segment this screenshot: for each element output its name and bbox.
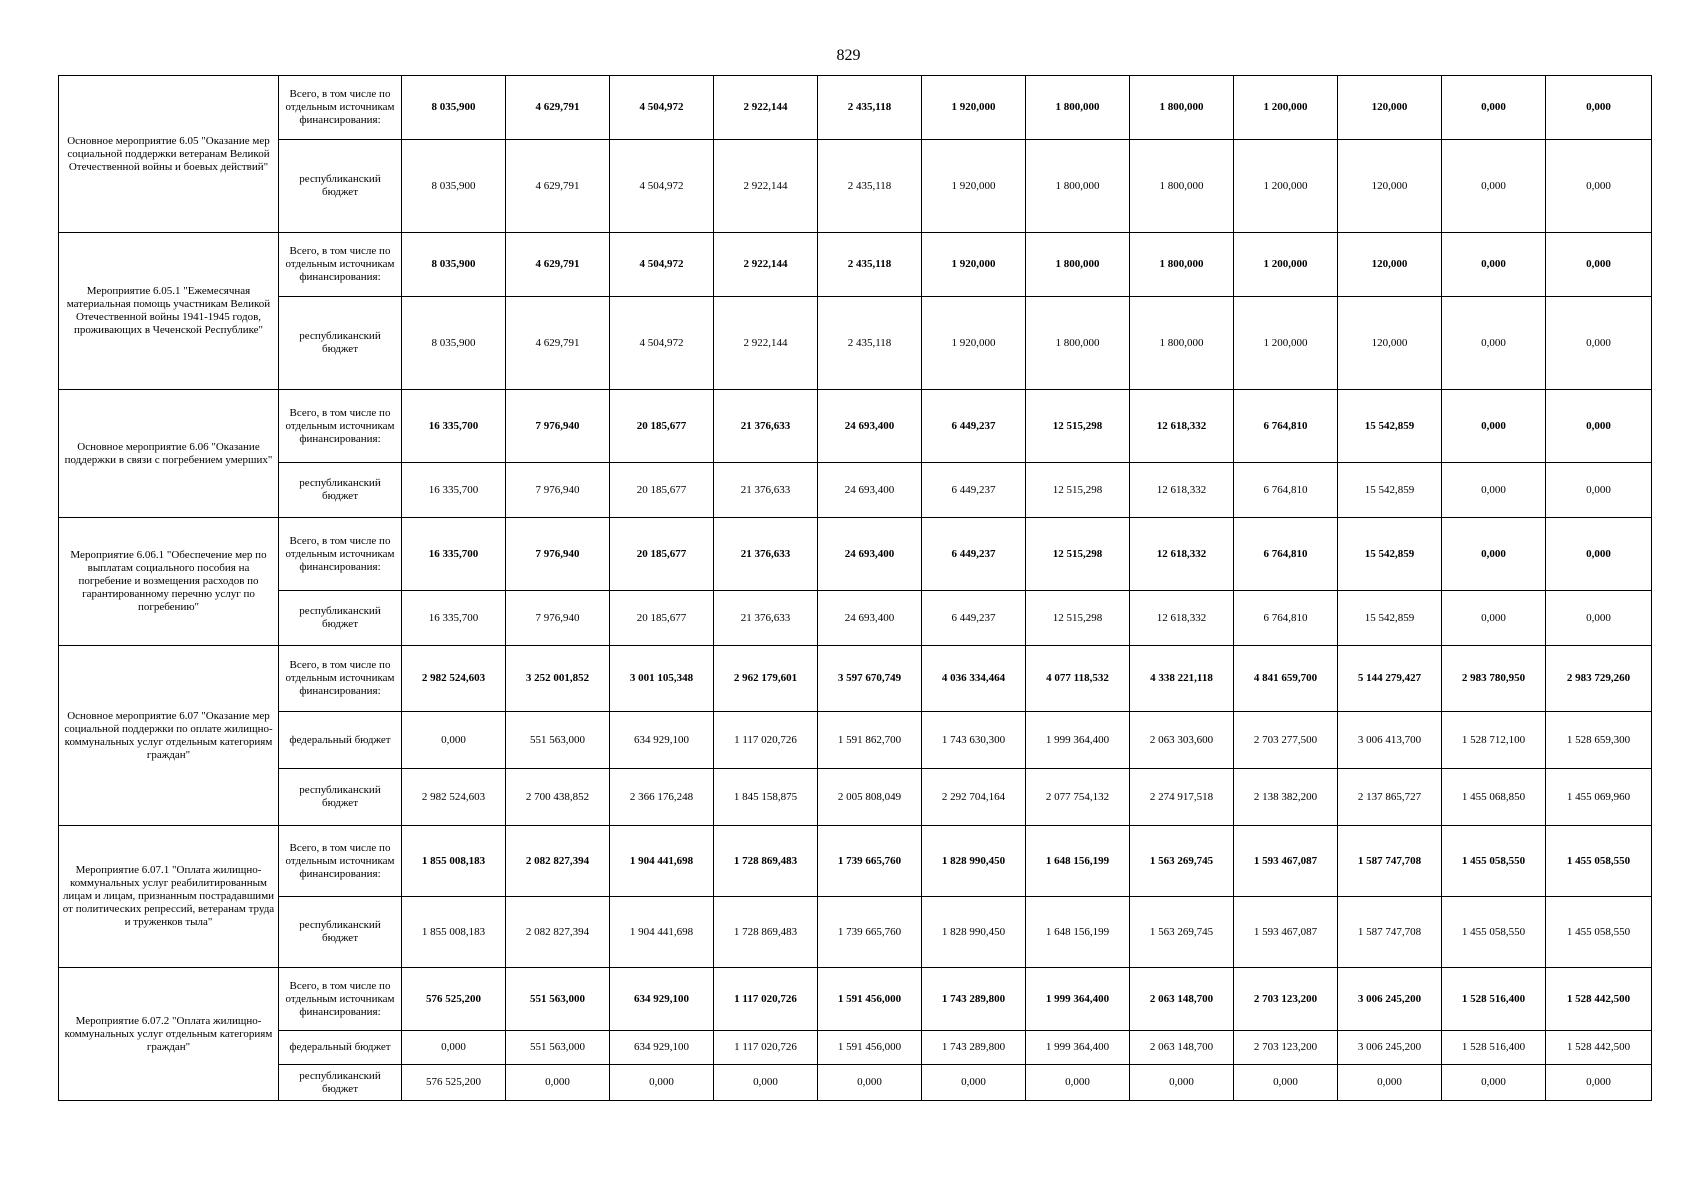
amount-cell: 6 449,237 — [922, 390, 1026, 463]
amount-cell: 15 542,859 — [1338, 463, 1442, 518]
amount-cell: 2 922,144 — [714, 76, 818, 140]
amount-cell: 1 528 659,300 — [1546, 712, 1652, 769]
amount-cell: 1 117 020,726 — [714, 968, 818, 1031]
amount-cell: 1 200,000 — [1234, 140, 1338, 233]
amount-cell: 2 700 438,852 — [506, 769, 610, 826]
amount-cell: 4 504,972 — [610, 297, 714, 390]
amount-cell: 2 983 780,950 — [1442, 646, 1546, 712]
amount-cell: 1 455 058,550 — [1546, 897, 1652, 968]
amount-cell: 1 800,000 — [1026, 297, 1130, 390]
amount-cell: 4 077 118,532 — [1026, 646, 1130, 712]
amount-cell: 551 563,000 — [506, 712, 610, 769]
table-row — [59, 140, 1652, 233]
amount-cell: 1 800,000 — [1026, 140, 1130, 233]
amount-cell: 576 525,200 — [402, 1065, 506, 1101]
table-row — [59, 1031, 1652, 1065]
amount-cell: 20 185,677 — [610, 591, 714, 646]
table-row — [59, 826, 1652, 897]
funding-source: федеральный бюджет — [279, 1031, 402, 1065]
amount-cell: 4 629,791 — [506, 297, 610, 390]
amount-cell: 2 292 704,164 — [922, 769, 1026, 826]
amount-cell: 2 005 808,049 — [818, 769, 922, 826]
funding-source: республиканский бюджет — [279, 897, 402, 968]
amount-cell: 1 904 441,698 — [610, 897, 714, 968]
amount-cell: 551 563,000 — [506, 968, 610, 1031]
amount-cell: 12 618,332 — [1130, 518, 1234, 591]
amount-cell: 0,000 — [1546, 1065, 1652, 1101]
amount-cell: 1 920,000 — [922, 297, 1026, 390]
amount-cell: 2 703 123,200 — [1234, 1031, 1338, 1065]
amount-cell: 1 743 289,800 — [922, 968, 1026, 1031]
amount-cell: 1 999 364,400 — [1026, 712, 1130, 769]
amount-cell: 1 828 990,450 — [922, 826, 1026, 897]
amount-cell: 1 743 289,800 — [922, 1031, 1026, 1065]
amount-cell: 0,000 — [610, 1065, 714, 1101]
amount-cell: 8 035,900 — [402, 140, 506, 233]
amount-cell: 6 764,810 — [1234, 463, 1338, 518]
amount-cell: 2 366 176,248 — [610, 769, 714, 826]
amount-cell: 24 693,400 — [818, 518, 922, 591]
amount-cell: 1 455 058,550 — [1442, 897, 1546, 968]
amount-cell: 1 528 442,500 — [1546, 1031, 1652, 1065]
amount-cell: 6 449,237 — [922, 591, 1026, 646]
amount-cell: 4 338 221,118 — [1130, 646, 1234, 712]
amount-cell: 1 455 058,550 — [1546, 826, 1652, 897]
amount-cell: 576 525,200 — [402, 968, 506, 1031]
amount-cell: 0,000 — [506, 1065, 610, 1101]
table-row — [59, 518, 1652, 591]
amount-cell: 2 982 524,603 — [402, 646, 506, 712]
amount-cell: 4 841 659,700 — [1234, 646, 1338, 712]
amount-cell: 2 435,118 — [818, 76, 922, 140]
amount-cell: 0,000 — [1546, 463, 1652, 518]
funding-source: республиканский бюджет — [279, 297, 402, 390]
amount-cell: 0,000 — [1442, 1065, 1546, 1101]
amount-cell: 0,000 — [1442, 390, 1546, 463]
amount-cell: 1 593 467,087 — [1234, 826, 1338, 897]
amount-cell: 1 648 156,199 — [1026, 826, 1130, 897]
amount-cell: 3 252 001,852 — [506, 646, 610, 712]
amount-cell: 2 922,144 — [714, 233, 818, 297]
amount-cell: 1 591 456,000 — [818, 1031, 922, 1065]
amount-cell: 3 006 245,200 — [1338, 968, 1442, 1031]
amount-cell: 3 597 670,749 — [818, 646, 922, 712]
amount-cell: 4 504,972 — [610, 140, 714, 233]
measure-title: Основное мероприятие 6.05 "Оказание мер социальной поддержки ветеранам Великой Отечественной войны и боевых действий" — [59, 76, 279, 233]
amount-cell: 1 739 665,760 — [818, 826, 922, 897]
amount-cell: 12 515,298 — [1026, 463, 1130, 518]
amount-cell: 0,000 — [818, 1065, 922, 1101]
amount-cell: 1 563 269,745 — [1130, 826, 1234, 897]
amount-cell: 634 929,100 — [610, 968, 714, 1031]
amount-cell: 12 618,332 — [1130, 463, 1234, 518]
amount-cell: 634 929,100 — [610, 712, 714, 769]
amount-cell: 1 728 869,483 — [714, 826, 818, 897]
table-row — [59, 390, 1652, 463]
amount-cell: 120,000 — [1338, 297, 1442, 390]
amount-cell: 24 693,400 — [818, 390, 922, 463]
amount-cell: 24 693,400 — [818, 463, 922, 518]
amount-cell: 4 629,791 — [506, 140, 610, 233]
amount-cell: 634 929,100 — [610, 1031, 714, 1065]
amount-cell: 4 629,791 — [506, 76, 610, 140]
amount-cell: 0,000 — [1442, 140, 1546, 233]
amount-cell: 0,000 — [1442, 518, 1546, 591]
amount-cell: 1 743 630,300 — [922, 712, 1026, 769]
amount-cell: 1 800,000 — [1026, 76, 1130, 140]
amount-cell: 1 728 869,483 — [714, 897, 818, 968]
amount-cell: 2 138 382,200 — [1234, 769, 1338, 826]
amount-cell: 0,000 — [1338, 1065, 1442, 1101]
table-row — [59, 897, 1652, 968]
amount-cell: 0,000 — [1442, 591, 1546, 646]
funding-source: Всего, в том числе по отдельным источникам финансирования: — [279, 826, 402, 897]
amount-cell: 6 764,810 — [1234, 591, 1338, 646]
amount-cell: 6 449,237 — [922, 463, 1026, 518]
funding-source: республиканский бюджет — [279, 463, 402, 518]
amount-cell: 2 082 827,394 — [506, 897, 610, 968]
amount-cell: 2 435,118 — [818, 297, 922, 390]
funding-source: республиканский бюджет — [279, 769, 402, 826]
amount-cell: 7 976,940 — [506, 390, 610, 463]
amount-cell: 2 435,118 — [818, 233, 922, 297]
amount-cell: 12 515,298 — [1026, 390, 1130, 463]
amount-cell: 1 855 008,183 — [402, 897, 506, 968]
amount-cell: 7 976,940 — [506, 518, 610, 591]
measure-title: Основное мероприятие 6.07 "Оказание мер социальной поддержки по оплате жилищно-коммунальных услуг отдельным категориям граждан" — [59, 646, 279, 826]
amount-cell: 1 563 269,745 — [1130, 897, 1234, 968]
amount-cell: 16 335,700 — [402, 390, 506, 463]
amount-cell: 7 976,940 — [506, 591, 610, 646]
amount-cell: 8 035,900 — [402, 297, 506, 390]
funding-source: Всего, в том числе по отдельным источникам финансирования: — [279, 518, 402, 591]
funding-source: Всего, в том числе по отдельным источникам финансирования: — [279, 646, 402, 712]
amount-cell: 2 435,118 — [818, 140, 922, 233]
page-number: 829 — [836, 47, 861, 64]
amount-cell: 16 335,700 — [402, 463, 506, 518]
budget-table — [58, 75, 1652, 1101]
amount-cell: 0,000 — [1442, 297, 1546, 390]
amount-cell: 1 828 990,450 — [922, 897, 1026, 968]
amount-cell: 0,000 — [1442, 76, 1546, 140]
amount-cell: 0,000 — [1546, 140, 1652, 233]
table-row — [59, 591, 1652, 646]
amount-cell: 0,000 — [1130, 1065, 1234, 1101]
amount-cell: 2 077 754,132 — [1026, 769, 1130, 826]
amount-cell: 0,000 — [1442, 463, 1546, 518]
amount-cell: 1 117 020,726 — [714, 1031, 818, 1065]
amount-cell: 21 376,633 — [714, 518, 818, 591]
amount-cell: 4 629,791 — [506, 233, 610, 297]
amount-cell: 15 542,859 — [1338, 518, 1442, 591]
amount-cell: 1 920,000 — [922, 140, 1026, 233]
amount-cell: 2 063 148,700 — [1130, 968, 1234, 1031]
amount-cell: 1 999 364,400 — [1026, 968, 1130, 1031]
table-row — [59, 712, 1652, 769]
amount-cell: 120,000 — [1338, 76, 1442, 140]
table-row — [59, 463, 1652, 518]
measure-title: Мероприятие 6.07.2 "Оплата жилищно-коммунальных услуг отдельным категориям граждан" — [59, 968, 279, 1101]
amount-cell: 1 200,000 — [1234, 76, 1338, 140]
amount-cell: 1 800,000 — [1130, 233, 1234, 297]
amount-cell: 2 063 303,600 — [1130, 712, 1234, 769]
amount-cell: 0,000 — [1546, 518, 1652, 591]
amount-cell: 1 200,000 — [1234, 297, 1338, 390]
amount-cell: 12 618,332 — [1130, 390, 1234, 463]
funding-source: Всего, в том числе по отдельным источникам финансирования: — [279, 390, 402, 463]
funding-source: Всего, в том числе по отдельным источникам финансирования: — [279, 76, 402, 140]
amount-cell: 2 703 277,500 — [1234, 712, 1338, 769]
table-row — [59, 769, 1652, 826]
amount-cell: 0,000 — [1546, 591, 1652, 646]
amount-cell: 7 976,940 — [506, 463, 610, 518]
funding-source: Всего, в том числе по отдельным источникам финансирования: — [279, 233, 402, 297]
amount-cell: 1 591 456,000 — [818, 968, 922, 1031]
amount-cell: 1 800,000 — [1130, 76, 1234, 140]
measure-title: Мероприятие 6.05.1 "Ежемесячная материальная помощь участникам Великой Отечественной войны 1941-1945 годов, проживающих в Чеченской Республике" — [59, 233, 279, 390]
amount-cell: 12 618,332 — [1130, 591, 1234, 646]
amount-cell: 20 185,677 — [610, 390, 714, 463]
amount-cell: 20 185,677 — [610, 518, 714, 591]
amount-cell: 2 274 917,518 — [1130, 769, 1234, 826]
amount-cell: 1 117 020,726 — [714, 712, 818, 769]
amount-cell: 0,000 — [402, 712, 506, 769]
table-row — [59, 646, 1652, 712]
amount-cell: 1 845 158,875 — [714, 769, 818, 826]
amount-cell: 0,000 — [1026, 1065, 1130, 1101]
amount-cell: 1 455 058,550 — [1442, 826, 1546, 897]
funding-source: республиканский бюджет — [279, 140, 402, 233]
amount-cell: 1 587 747,708 — [1338, 897, 1442, 968]
amount-cell: 2 082 827,394 — [506, 826, 610, 897]
amount-cell: 0,000 — [1546, 297, 1652, 390]
amount-cell: 21 376,633 — [714, 390, 818, 463]
amount-cell: 1 800,000 — [1026, 233, 1130, 297]
funding-source: республиканский бюджет — [279, 1065, 402, 1101]
amount-cell: 0,000 — [1442, 233, 1546, 297]
amount-cell: 551 563,000 — [506, 1031, 610, 1065]
amount-cell: 16 335,700 — [402, 518, 506, 591]
table-row — [59, 76, 1652, 140]
amount-cell: 2 922,144 — [714, 140, 818, 233]
amount-cell: 2 982 524,603 — [402, 769, 506, 826]
amount-cell: 8 035,900 — [402, 76, 506, 140]
amount-cell: 0,000 — [1546, 76, 1652, 140]
amount-cell: 0,000 — [1546, 390, 1652, 463]
amount-cell: 15 542,859 — [1338, 390, 1442, 463]
amount-cell: 1 591 862,700 — [818, 712, 922, 769]
amount-cell: 1 528 442,500 — [1546, 968, 1652, 1031]
amount-cell: 1 855 008,183 — [402, 826, 506, 897]
amount-cell: 1 200,000 — [1234, 233, 1338, 297]
amount-cell: 4 504,972 — [610, 233, 714, 297]
amount-cell: 4 036 334,464 — [922, 646, 1026, 712]
funding-source: Всего, в том числе по отдельным источникам финансирования: — [279, 968, 402, 1031]
amount-cell: 6 764,810 — [1234, 518, 1338, 591]
measure-title: Мероприятие 6.07.1 "Оплата жилищно-коммунальных услуг реабилитированным лицам и лицам, признанным пострадавшими от политических репрессий, ветеранам труда и труженков тыла" — [59, 826, 279, 968]
amount-cell: 12 515,298 — [1026, 591, 1130, 646]
table-row — [59, 297, 1652, 390]
table-row — [59, 968, 1652, 1031]
funding-source: республиканский бюджет — [279, 591, 402, 646]
amount-cell: 0,000 — [922, 1065, 1026, 1101]
amount-cell: 1 528 516,400 — [1442, 968, 1546, 1031]
measure-title: Основное мероприятие 6.06 "Оказание поддержки в связи с погребением умерших" — [59, 390, 279, 518]
amount-cell: 21 376,633 — [714, 591, 818, 646]
amount-cell: 15 542,859 — [1338, 591, 1442, 646]
amount-cell: 3 001 105,348 — [610, 646, 714, 712]
amount-cell: 12 515,298 — [1026, 518, 1130, 591]
amount-cell: 2 703 123,200 — [1234, 968, 1338, 1031]
amount-cell: 1 920,000 — [922, 233, 1026, 297]
amount-cell: 5 144 279,427 — [1338, 646, 1442, 712]
amount-cell: 2 063 148,700 — [1130, 1031, 1234, 1065]
amount-cell: 1 593 467,087 — [1234, 897, 1338, 968]
amount-cell: 120,000 — [1338, 140, 1442, 233]
amount-cell: 1 528 516,400 — [1442, 1031, 1546, 1065]
measure-title: Мероприятие 6.06.1 "Обеспечение мер по выплатам социального пособия на погребение и возмещения расходов по гарантированному перечню услуг по погребению" — [59, 518, 279, 646]
amount-cell: 3 006 413,700 — [1338, 712, 1442, 769]
amount-cell: 6 764,810 — [1234, 390, 1338, 463]
funding-source: федеральный бюджет — [279, 712, 402, 769]
amount-cell: 1 800,000 — [1130, 297, 1234, 390]
table-row — [59, 1065, 1652, 1101]
amount-cell: 0,000 — [1234, 1065, 1338, 1101]
amount-cell: 2 983 729,260 — [1546, 646, 1652, 712]
amount-cell: 4 504,972 — [610, 76, 714, 140]
amount-cell: 16 335,700 — [402, 591, 506, 646]
amount-cell: 6 449,237 — [922, 518, 1026, 591]
amount-cell: 20 185,677 — [610, 463, 714, 518]
amount-cell: 2 962 179,601 — [714, 646, 818, 712]
amount-cell: 1 528 712,100 — [1442, 712, 1546, 769]
amount-cell: 0,000 — [714, 1065, 818, 1101]
amount-cell: 1 587 747,708 — [1338, 826, 1442, 897]
amount-cell: 24 693,400 — [818, 591, 922, 646]
amount-cell: 1 455 069,960 — [1546, 769, 1652, 826]
amount-cell: 1 904 441,698 — [610, 826, 714, 897]
amount-cell: 0,000 — [402, 1031, 506, 1065]
amount-cell: 1 648 156,199 — [1026, 897, 1130, 968]
amount-cell: 1 739 665,760 — [818, 897, 922, 968]
amount-cell: 0,000 — [1546, 233, 1652, 297]
table-row — [59, 233, 1652, 297]
amount-cell: 1 800,000 — [1130, 140, 1234, 233]
amount-cell: 21 376,633 — [714, 463, 818, 518]
amount-cell: 2 922,144 — [714, 297, 818, 390]
amount-cell: 1 999 364,400 — [1026, 1031, 1130, 1065]
amount-cell: 1 920,000 — [922, 76, 1026, 140]
amount-cell: 120,000 — [1338, 233, 1442, 297]
amount-cell: 1 455 068,850 — [1442, 769, 1546, 826]
amount-cell: 2 137 865,727 — [1338, 769, 1442, 826]
amount-cell: 8 035,900 — [402, 233, 506, 297]
amount-cell: 3 006 245,200 — [1338, 1031, 1442, 1065]
